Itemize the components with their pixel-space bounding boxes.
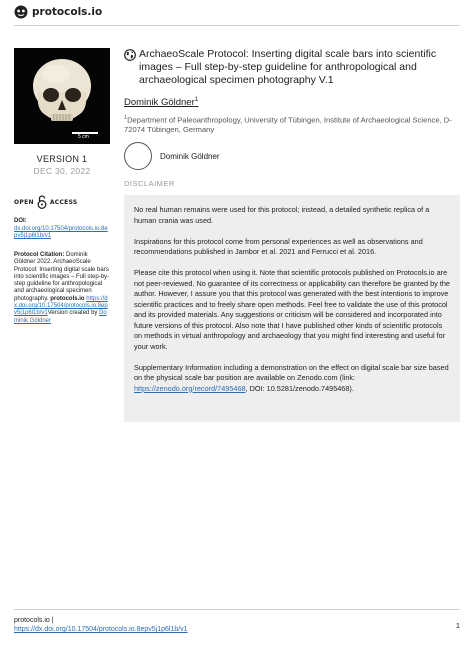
author-affiliation: [124, 114, 464, 134]
footer-site: protocols.io |: [14, 617, 54, 624]
header-divider: [14, 25, 460, 26]
supplementary-doi-text: , DOI: 10.5281/zenodo.7495468).: [245, 383, 354, 393]
footer-divider: [14, 609, 460, 610]
globe-icon: [124, 49, 136, 61]
citation-site: protocols.io: [50, 295, 85, 302]
zenodo-link[interactable]: https://zenodo.org/record/7495468: [134, 383, 246, 393]
publication-date: DEC 30, 2022: [33, 166, 91, 176]
citation-text: Dominik Göldner 2022. ArchaeoScale Protocol: Inserting digital scale bars into scientific images – Full step-by-step guideline for anthropological and archaeological specimen photography.: [14, 252, 110, 302]
author-avatar[interactable]: [124, 142, 152, 170]
supplementary-text: Supplementary Information including a demonstration on the effect on digital scale bar size based on the physical scale bar position are available on Zenodo.com (link:: [134, 362, 449, 382]
open-access-lock-icon: [37, 194, 47, 210]
site-header: [14, 5, 102, 19]
protocol-title: ArchaeoScale Protocol: Inserting digital scale bars into scientific images – Full step-by-step guideline for anthropological and archaeological specimen photography V.1: [139, 48, 437, 86]
open-access-left-text: OPEN: [14, 198, 34, 206]
affiliation-marker: 1: [124, 115, 128, 121]
author-link[interactable]: [124, 96, 198, 108]
footer-doi-link[interactable]: https://dx.doi.org/10.17504/protocols.io.8epv5j1p6l1b/v1: [14, 626, 188, 633]
citation-label: Protocol Citation:: [14, 252, 65, 258]
protocol-citation: [14, 252, 110, 325]
figure-scale-label: 5 cm: [78, 134, 89, 140]
author-card-name[interactable]: Dominik Göldner: [160, 152, 220, 161]
disclaimer-paragraph-1: No real human remains were used for this protocol; instead, a detailed synthetic replica of a human crania was used.: [134, 205, 430, 225]
doi-label: DOI:: [14, 218, 27, 224]
protocols-logo-icon[interactable]: [14, 5, 28, 19]
version-author-link[interactable]: Dominik Göldner: [14, 310, 107, 324]
citation-link[interactable]: https://dx.doi.org/10.17504/protocols.io.8epv5j1p6l1b/v1: [14, 295, 108, 317]
protocol-thumbnail-image: [14, 48, 110, 144]
version-label: VERSION 1: [36, 154, 88, 164]
disclaimer-heading: DISCLAIMER: [124, 179, 175, 188]
disclaimer-paragraph-4: [134, 363, 450, 395]
version-created-by: Version created by: [47, 310, 100, 317]
doi-link[interactable]: dx.doi.org/10.17504/protocols.io.8epv5j1p6l1b/v1: [14, 226, 108, 240]
author-name[interactable]: Dominik Göldner: [124, 97, 195, 109]
disclaimer-paragraph-2: Inspirations for this protocol come from personal experiences as well as observations and recommendations published in Jambor et al. 2021 and Ferrucci et al. 2016.: [134, 236, 423, 256]
affiliation-text: Department of Paleoanthropology, University of Tübingen, Institute of Archaeological Science, D-72074 Tübingen, Germany: [124, 115, 452, 134]
open-access-right-text: ACCESS: [49, 198, 78, 206]
site-name[interactable]: protocols.io: [32, 6, 103, 18]
open-access-badge: [14, 194, 78, 210]
disclaimer-box: [124, 195, 460, 422]
author-affiliation-marker: 1: [194, 96, 199, 103]
page-number: 1: [455, 621, 460, 630]
disclaimer-paragraph-3: Please cite this protocol when using it. Note that scientific protocols published on Protocols.io are not peer-reviewed. No guarantee of its correctness or applicability can therefore be granted by the author. However, I assure you that this protocol was generated with the best intentions to improve scientific practices and to freely share open methods. Feel free to validate the use of this protocol and its provided materials. Any suggestions or criticism will be considered and incorporated into future versions of this protocol. Also note that I have published other kinds of scientific protocols on methods in virtual anthropology and archaeology that you might find interesting and useful for your work.: [134, 268, 450, 351]
protocol-title-block: [124, 48, 460, 86]
